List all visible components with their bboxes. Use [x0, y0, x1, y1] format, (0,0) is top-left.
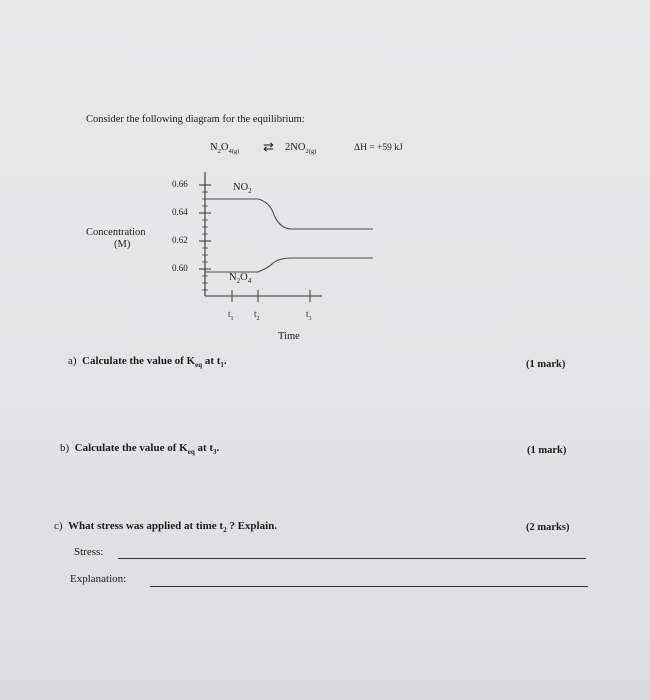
question-c: c) What stress was applied at time $t_2$ ? Explain. [54, 520, 277, 535]
enthalpy-change: ΔH = +59 kJ [354, 143, 403, 153]
intro-text: Consider the following diagram for the equilibrium: [86, 114, 305, 125]
question-a-marks: (1 mark) [526, 359, 566, 370]
n2o4-series-label: $N_2O_4$ [229, 272, 252, 286]
question-b: b) Calculate the value of $K_{eq}$ at $t_3$. [60, 442, 220, 457]
x-tick-label-t3: $t_3$ [306, 309, 312, 322]
x-axis-label: Time [278, 331, 300, 342]
x-tick-label-t1: $t_1$ [228, 309, 234, 322]
y-tick-label: 0.62 [172, 235, 188, 245]
no2-series-label: $NO_2$ [233, 182, 252, 196]
y-axis-unit: (M) [114, 239, 131, 250]
stress-label: Stress: [74, 546, 104, 558]
y-axis-label: Concentration [86, 227, 146, 238]
equation-reactant: $N_2O_{4(g)}$ [210, 142, 240, 156]
stress-answer-line[interactable] [118, 558, 586, 559]
y-tick-label: 0.66 [172, 179, 188, 189]
y-tick-label: 0.60 [172, 263, 188, 273]
explanation-answer-line[interactable] [150, 586, 588, 587]
question-c-marks: (2 marks) [526, 522, 570, 533]
x-tick-label-t2: $t_2$ [254, 309, 260, 322]
equation-product: $2NO_{2(g)}$ [285, 142, 317, 156]
n2o4-line [205, 258, 373, 272]
no2-line [205, 199, 373, 229]
question-b-marks: (1 mark) [527, 445, 567, 456]
y-tick-label: 0.64 [172, 207, 188, 217]
equilibrium-arrow: ⇄ [263, 139, 274, 154]
explanation-label: Explanation: [70, 573, 127, 585]
question-a: a) Calculate the value of $K_{eq}$ at $t_1$. [68, 355, 227, 370]
